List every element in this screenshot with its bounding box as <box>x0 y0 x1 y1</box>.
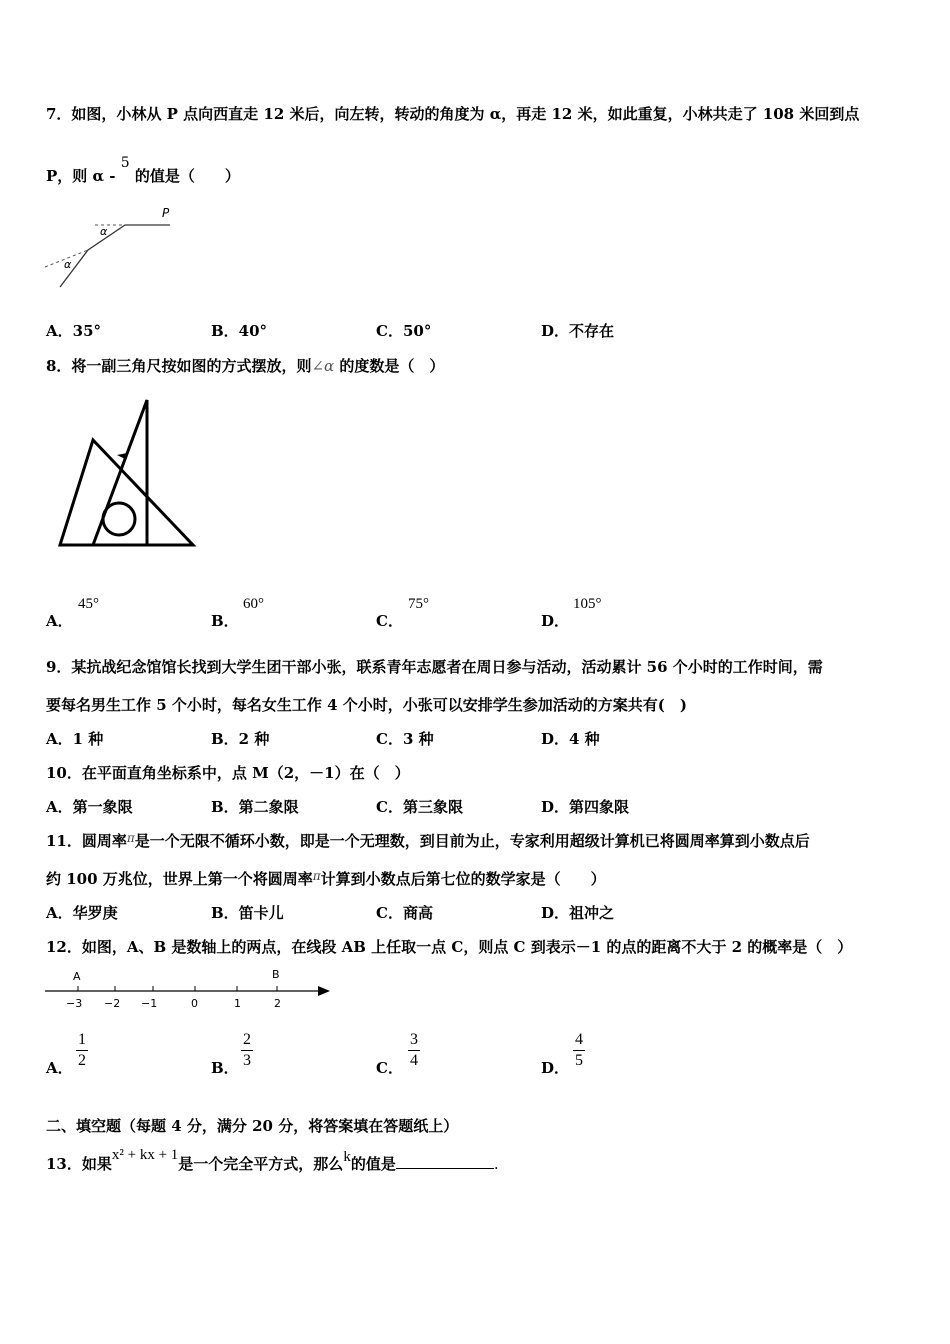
q12-tick-label: −2 <box>104 997 121 1010</box>
q8-set-square-30-60 <box>93 400 147 545</box>
q12-point-b-label: B <box>272 968 280 981</box>
q7-option-b[interactable]: B．40° <box>211 322 268 340</box>
q12-option-b-fraction <box>241 1030 253 1071</box>
q13-stem <box>46 1147 499 1174</box>
q12-option-b[interactable] <box>211 1057 239 1078</box>
q12-option-b-letter: B． <box>211 1059 239 1077</box>
q9-stem-line2: 要每名男生工作 5 个小时，每名女生工作 4 个小时，小张可以安排学生参加活动的方案共有( ) <box>46 696 687 714</box>
q13-pre: 13．如果 <box>46 1155 112 1173</box>
q10-option-b[interactable]: B．第二象限 <box>211 798 299 816</box>
q8-option-b-letter: B． <box>211 612 239 630</box>
q8-option-b[interactable] <box>211 610 239 631</box>
q12-option-d-letter: D． <box>541 1059 570 1077</box>
q8-option-d[interactable] <box>541 610 569 631</box>
q11-option-c[interactable]: C．商高 <box>376 904 433 922</box>
q7-angle-label-2: α <box>64 258 72 271</box>
q8-option-c[interactable] <box>376 610 403 631</box>
q8-option-a[interactable] <box>46 610 73 631</box>
q7-path <box>60 225 170 287</box>
q8-figure <box>55 395 200 550</box>
q7-option-d[interactable]: D．不存在 <box>541 322 615 340</box>
q12-tick-label: −1 <box>141 997 158 1010</box>
q12-option-a-numerator: 1 <box>76 1030 88 1051</box>
q12-option-c-denominator: 4 <box>410 1052 418 1069</box>
q9-option-b[interactable]: B．2 种 <box>211 730 270 748</box>
q12-option-c[interactable] <box>376 1057 403 1078</box>
q7-point-p-label: P <box>162 206 170 220</box>
q10-option-d[interactable]: D．第四象限 <box>541 798 630 816</box>
q13-answer-blank[interactable] <box>396 1154 494 1169</box>
q8-stem-post: 的度数是（ ） <box>334 357 445 375</box>
q9-stem-line1: 9．某抗战纪念馆馆长找到大学生团干部小张，联系青年志愿者在周日参与活动，活动累计 56 个小时的工作时间，需 <box>46 658 823 676</box>
q12-option-d[interactable] <box>541 1057 569 1078</box>
q7-superscript: 5 <box>120 155 130 171</box>
q13-expression: x² + kx + 1 <box>111 1147 179 1163</box>
q7-stem-line1: 7．如图，小林从 P 点向西直走 12 米后，向左转，转动的角度为 α，再走 12 米，如此重复，小林共走了 108 米回到点 <box>46 105 860 123</box>
q12-tick-label: 0 <box>191 997 198 1010</box>
q8-option-a-value: 45° <box>78 596 99 612</box>
q11-option-d[interactable]: D．祖冲之 <box>541 904 615 922</box>
q12-option-b-denominator: 3 <box>243 1052 251 1069</box>
q12-option-d-numerator: 4 <box>573 1030 585 1051</box>
q12-tick-label: −3 <box>66 997 83 1010</box>
q8-option-b-value: 60° <box>243 596 264 612</box>
q9-option-c[interactable]: C．3 种 <box>376 730 434 748</box>
q10-option-a[interactable]: A．第一象限 <box>46 798 133 816</box>
q9-option-a[interactable]: A．1 种 <box>46 730 104 748</box>
q12-option-d-fraction <box>573 1030 585 1071</box>
q8-option-a-letter: A． <box>46 612 73 630</box>
q11-stem-pre: 11．圆周率 <box>46 832 127 850</box>
q11-pi-symbol: π <box>126 831 135 845</box>
q12-stem: 12．如图，A、B 是数轴上的两点，在线段 AB 上任取一点 C，则点 C 到表示－1 的点的距离不大于 2 的概率是（ ） <box>46 938 853 956</box>
section-2-heading: 二、填空题（每题 4 分，满分 20 分，将答案填在答题纸上） <box>46 1117 459 1135</box>
q8-option-d-letter: D． <box>541 612 570 630</box>
q7-stem-line2 <box>46 155 240 186</box>
q7-option-c[interactable]: C．50° <box>376 322 432 340</box>
q9-option-d[interactable]: D．4 种 <box>541 730 600 748</box>
q7-stem-pre: P，则 α - <box>46 167 121 185</box>
q13-k: k <box>343 1149 351 1165</box>
q11-stem-line2-post: 计算到小数点后第七位的数学家是（ ） <box>320 870 606 888</box>
q7-angle-label-1: α <box>100 225 108 238</box>
q12-option-a-letter: A． <box>46 1059 73 1077</box>
q10-stem: 10．在平面直角坐标系中，点 M（2，－1）在（ ） <box>46 764 410 782</box>
q10-option-c[interactable]: C．第三象限 <box>376 798 463 816</box>
q12-point-a-label: A <box>73 970 81 983</box>
q8-option-c-value: 75° <box>408 596 429 612</box>
q8-stem <box>46 355 444 376</box>
q7-figure <box>40 205 190 295</box>
q12-option-b-numerator: 2 <box>241 1030 253 1051</box>
q13-post: 的值是 <box>350 1155 396 1173</box>
q12-option-c-fraction <box>408 1030 420 1071</box>
q12-tick-label: 2 <box>274 997 281 1010</box>
q8-option-d-value: 105° <box>573 596 602 612</box>
q12-option-d-denominator: 5 <box>575 1052 583 1069</box>
q7-stem-post: 的值是（ ） <box>129 167 240 185</box>
q8-option-c-letter: C． <box>376 612 403 630</box>
q11-stem-line2 <box>46 868 606 889</box>
q11-pi-symbol-2: π <box>312 869 321 883</box>
q12-number-line <box>40 965 340 1015</box>
q12-tick-label: 1 <box>234 997 241 1010</box>
q11-stem-post: 是一个无限不循环小数，即是一个无理数，到目前为止，专家利用超级计算机已将圆周率算到小数点后 <box>134 832 810 850</box>
q13-end: . <box>493 1155 499 1173</box>
q8-circle-hole <box>103 503 135 535</box>
q12-option-c-numerator: 3 <box>408 1030 420 1051</box>
q12-option-a-fraction <box>76 1030 88 1071</box>
q11-stem-line2-pre: 约 100 万兆位，世界上第一个将圆周率 <box>46 870 313 888</box>
q8-stem-pre: 8．将一副三角尺按如图的方式摆放，则 <box>46 357 312 375</box>
q11-option-b[interactable]: B．笛卡儿 <box>211 904 284 922</box>
q12-axis-arrow <box>318 986 330 996</box>
q11-option-a[interactable]: A．华罗庚 <box>46 904 118 922</box>
q13-mid: 是一个完全平方式，那么 <box>178 1155 344 1173</box>
q12-option-a-denominator: 2 <box>78 1052 86 1069</box>
q11-stem-line1 <box>46 830 810 851</box>
q12-option-c-letter: C． <box>376 1059 403 1077</box>
q8-angle-symbol: ∠α <box>311 357 335 375</box>
q7-option-a[interactable]: A．35° <box>46 322 102 340</box>
q12-option-a[interactable] <box>46 1057 73 1078</box>
